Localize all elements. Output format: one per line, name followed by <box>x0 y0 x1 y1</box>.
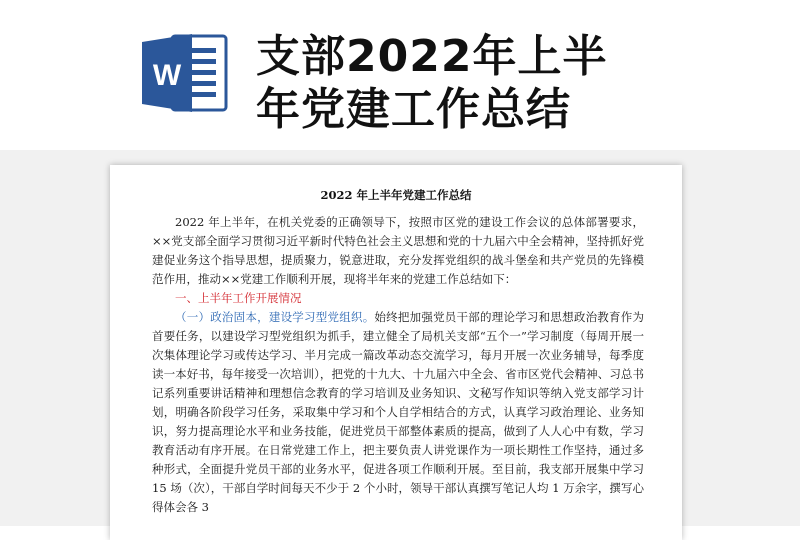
banner-title-line1: 支部2022年上半 <box>256 31 608 82</box>
subsection-text: 始终把加强党员干部的理论学习和思想政治教育作为首要任务，以建设学习型党组织为抓手，建立健全了局机关支部“五个一”学习制度（每周开展一次集体理论学习或传达学习、半月完成一篇改革动态交流学习，每月开展一次业务辅导，每季度读一本好书，每年接受一次培训），把党的十九大、十九届六中全会、省市区党代会精神、习总书记系列重要讲话精神和理想信念教育的学习培训及业务知识、文秘写作知识等纳入党支部学习计划，明确各阶段学习任务，采取集中学习和个人自学相结合的方式，认真学习政治理论、业务知识，努力提高理论水平和业务技能，促进党员干部整体素质的提高，做到了人人心中有数，学习教育活动有序开展。在日常党建工作上，把主要负责人讲党课作为一项长期性工作坚持，通过多种形式，全面提升党员干部的业务水平，促进各项工作顺利开展。至目前，我支部开展集中学习 15 场（次），干部自学时间每天不少于 2 个小时，领导干部认真撰写笔记人均 1 万余字，撰写心得体会各 3 <box>152 310 644 514</box>
section-heading: 一、上半年工作开展情况 <box>175 291 302 305</box>
intro-paragraph: 2022 年上半年，在机关党委的正确领导下，按照市区党的建设工作会议的总体部署要求，××党支部全面学习贯彻习近平新时代特色社会主义思想和党的十九届六中全会精神，坚持抓好党建促业务这个指导思想，提质聚力，锐意进取，充分发挥党组织的战斗堡垒和共产党员的先锋模范作用，推动××党建工作顺利开展，现将半年来的党建工作总结如下： <box>152 215 644 286</box>
subsection-heading: （一）政治固本，建设学习型党组织。 <box>175 310 375 324</box>
subsection-paragraph <box>152 308 644 517</box>
banner <box>0 0 800 150</box>
svg-text:W: W <box>152 59 182 92</box>
banner-title-line2: 年党建工作总结 <box>256 84 571 135</box>
banner-title <box>256 30 676 136</box>
document-page <box>110 165 682 540</box>
document-title: 2022 年上半年党建工作总结 <box>320 188 472 202</box>
word-document-icon <box>138 30 230 116</box>
document-body <box>152 213 644 517</box>
